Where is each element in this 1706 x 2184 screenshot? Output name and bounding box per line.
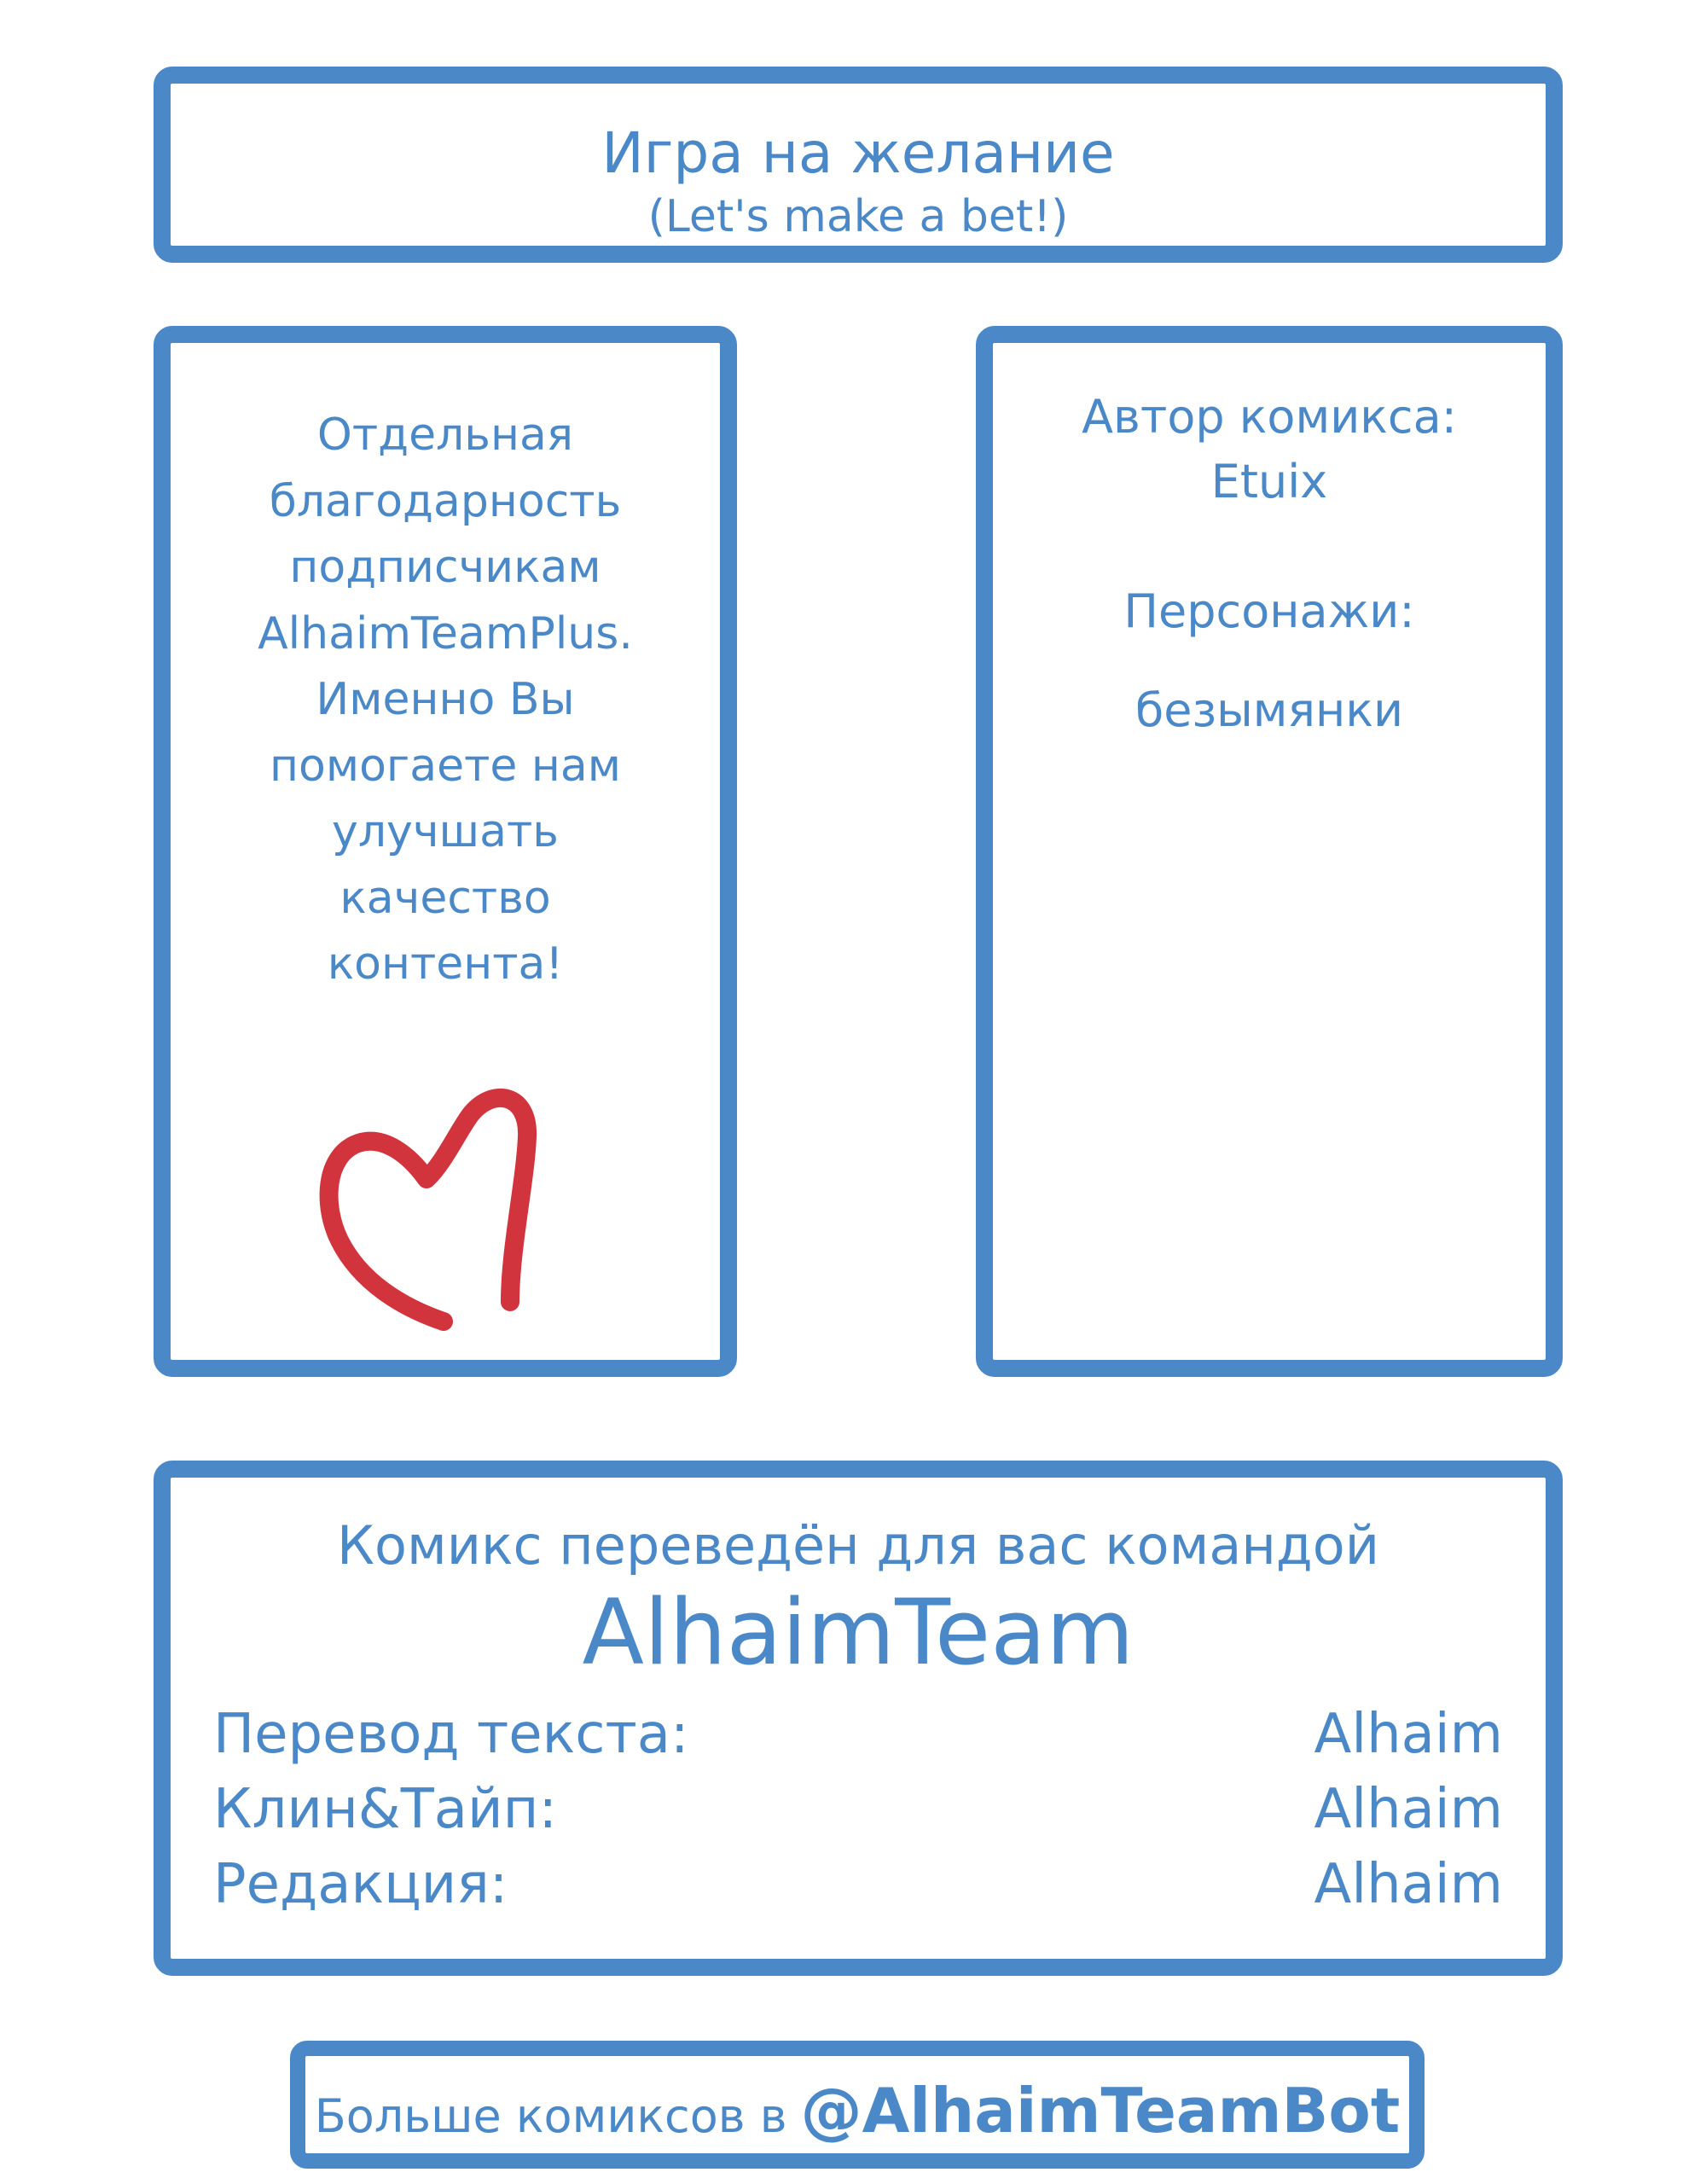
role-value: Alhaim [1314,1778,1503,1841]
role-row [213,1851,1503,1918]
heart-icon [316,1078,537,1334]
role-value: Alhaim [1314,1853,1503,1916]
footer-text: Больше комиксов в [314,2089,787,2143]
page-subtitle: (Let's make a bet!) [647,191,1069,242]
title-panel [154,67,1563,263]
bot-handle-link[interactable]: @AlhaimTeamBot [800,2075,1401,2146]
footer-banner [290,2041,1425,2169]
thanks-line: AlhaimTeamPlus. [258,607,633,659]
thanks-line: Именно Вы [316,674,575,725]
thanks-line: улучшать [332,806,559,857]
author-label: Автор комикса: [1082,390,1457,444]
thanks-panel [154,326,737,1377]
thanks-line: подписчикам [289,542,601,593]
thanks-message [179,403,711,998]
team-heading: Комикс переведён для вас командой [337,1514,1379,1577]
thanks-line: Отдельная [316,410,574,461]
role-row [213,1701,1503,1768]
thanks-line: контента! [327,938,564,990]
footer-line [305,2075,1409,2146]
characters-label: Персонажи: [1123,584,1415,638]
role-label: Редакция: [213,1853,508,1916]
page-title: Игра на желание [601,120,1115,186]
thanks-line: качество [339,872,551,924]
author-name: Etuix [1210,455,1328,508]
thanks-line: благодарность [269,475,622,527]
characters-value: безымянки [1134,683,1404,737]
translation-team-panel [154,1461,1563,1976]
team-name: AlhaimTeam [582,1580,1134,1685]
role-label: Клин&Тайп: [213,1778,557,1841]
role-label: Перевод текста: [213,1703,689,1766]
credits-panel [976,326,1563,1377]
role-value: Alhaim [1314,1703,1503,1766]
thanks-line: помогаете нам [270,740,621,792]
role-row [213,1776,1503,1843]
